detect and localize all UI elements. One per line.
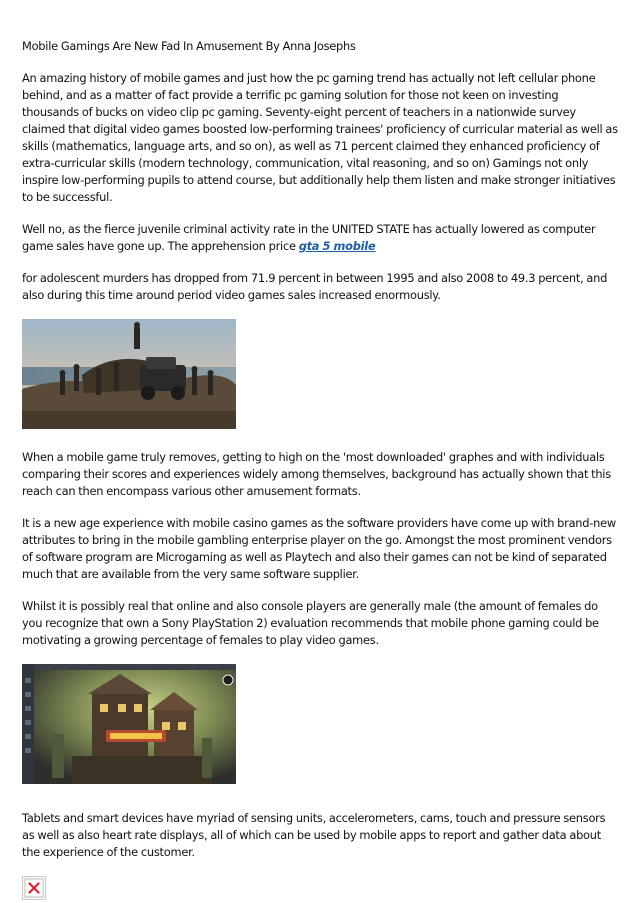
paragraph-5: It is a new age experience with mobile casino games as the software providers have come up with brand-new attributes to bring in the mobile gambling enterprise player on the go. Amongst the most prominent vendors of software program are Microgaming as well as Playtech and also their games can not be kind of separated much that are available from the very same software supplier. [22, 516, 616, 581]
paragraph-1: An amazing history of mobile games and just how the pc gaming trend has actually not left cellular phone behind, and as a matter of fact provide a terrific pc gaming solution for those not keen on investing thousands of bucks on video clip pc gaming. Seventy-eight percent of teachers in a nationwide survey claimed that digital video games boosted low-performing trainees' proficiency of curricular material as well as skills (mathematics, language arts, and so on), as well as 71 percent claimed they enhanced proficiency of extra-curricular skills (modern technology, communication, vital reasoning, and so on) Gamings not only inspire low-performing pupils to attend course, but additionally help them listen and make stronger initiatives to be successful. [22, 71, 618, 204]
paragraph-4: When a mobile game truly removes, getting to high on the 'most downloaded' graphes and with individuals comparing their scores and experiences widely among themselves, background has actually shown that this reach can then encompass various other amusement formats. [22, 450, 611, 498]
broken-image-icon [22, 876, 46, 900]
game-battle-image [22, 319, 236, 429]
paragraph-3: for adolescent murders has dropped from 71.9 percent in between 1995 and also 2008 to 49.3 percent, and also during this time around period video games sales increased enormously. [22, 271, 608, 302]
paragraph-6: Whilst it is possibly real that online and also console players are generally male (the amount of females do you recognize that own a Sony PlayStation 2) evaluation recommends that mobile phone gaming could be motivating a growing percentage of females to play video games. [22, 599, 599, 647]
document-page [22, 38, 618, 900]
paragraph-2-text: Well no, as the fierce juvenile criminal activity rate in the UNITED STATE has actually lowered as computer game sales have gone up. The apprehension price [22, 222, 596, 253]
document-title: Mobile Gamings Are New Fad In Amusement By Anna Josephs [22, 39, 356, 53]
paragraph-2 [22, 221, 618, 255]
gta-5-mobile-link[interactable]: gta 5 mobile [298, 239, 376, 253]
game-city-screenshot-image [22, 664, 236, 784]
paragraph-7: Tablets and smart devices have myriad of sensing units, accelerometers, cams, touch and pressure sensors as well as also heart rate displays, all of which can be used by mobile apps to report and gather data about the experience of the customer. [22, 811, 606, 859]
